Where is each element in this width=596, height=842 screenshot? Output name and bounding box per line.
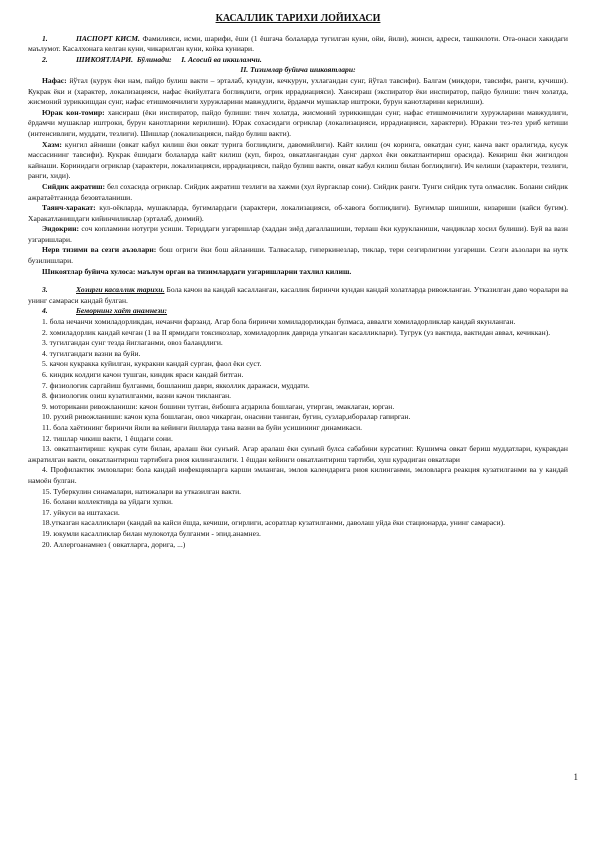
list-item: 1. бола нечанчи хомиладорликдан, нечанчи фарзанд. Агар бола биринчи хомиладорликдан булмаса, аввалги хомиладорликлар кандай якунланган. — [42, 317, 516, 327]
system-complaint — [28, 224, 568, 245]
system-label: Юрак кон-томир: — [42, 107, 105, 117]
system-text: бош огриги ёки бош айланиши. Талвасалар, гиперкинезлар, тиклар, тери сезгирлигини узгариши. Сезги аъзолари ва нутк бузилишлари. — [28, 245, 568, 266]
system-complaint — [28, 182, 568, 203]
system-text: кунгил айниши (овкат кабул килиш ёки овкат турига боглиқлиги, давомийлиги). Кайт килиш (оч коринга, овкатдан сунг, канча вакт оралигида, кусук массасининг тавсифи). Кукрак ёшидаги болаларда кайт килиш (куп, бирoз, овкатлангандан сунг дархол ёки овкатлантириш орасида). Кекириш ёки жигилдон кайнаши. Коринидаги огриклар (характери, локализацияси, иррадиацияси, пайдо булиш вакти, овкат кабул килиш билан боглиқлиги). Ич келиши (характери, тезлиги, ранги, хиди). — [28, 139, 568, 181]
system-label: Сийдик ажратиш: — [42, 181, 106, 191]
list-item: 4. Профилактик эмловлари: бола кандай инфекцияларга карши эмланган, эмлов календарига риоя килинганми, эмловларга реакция кузатилганми ва у кандай намоён булган. — [28, 465, 568, 485]
passport-text: Фамилияси, исми, шарифи, ёши (1 ёшгача болаларда тугилган куни, ойи, йили), жинси, адреси, ташкилоти. Ота-онаси хакидаги маълумот. Касалхонага келган куни, чикарилган куни, койка куниари. — [28, 33, 568, 54]
passport-heading: ПАСПОРТ КИСМ. — [76, 33, 140, 43]
system-text: соч копламини нотугри усиши. Териддаги узгаришлар (хаддан зиёд дагаллашиши, терлаш ёки курукланиши, чандиклар хосил булиши). Буй ва вазн узгаришлари. — [28, 224, 568, 244]
complaints-part1: I. Асосий ва иккиламчи. — [181, 54, 262, 64]
list-item: 18.утказган касалликлари (кандай ва кайси ёшда, кечиши, огирлиги, асоратлар кузатилганми, даволаш уйда ёки стационарда, унинг самараси). — [42, 518, 505, 528]
list-item: 20. Аллергоанамнез ( овкатларга, дорига, ...) — [42, 539, 186, 549]
complaints-part2: II. Тизимлар буйича шикоятлари: — [240, 65, 356, 75]
list-item: 3. тугилгандан сунг тезда йиглаганми, овоз баландлиги. — [42, 338, 223, 348]
systems-list — [28, 76, 568, 267]
list-item: 15. Туберкулин синамалари, натижалари ва утказилган вакти. — [42, 486, 242, 496]
present-illness-heading: Хозирги касаллик тарихи. — [76, 285, 165, 295]
list-item: 9. моторикани ривожланиши: качон бошини тутган, ёнбошга агдарила бошлаган, утирган, эмаклаган, юрган. — [42, 401, 395, 411]
complaints-section-label: Бўлинади: — [136, 54, 172, 64]
list-item: 17. уйкуси ва иштахаси. — [42, 507, 120, 517]
section-number: 4. — [42, 306, 48, 316]
complaints-heading: ШИКОЯТЛАРИ. — [76, 54, 134, 64]
life-history-section — [28, 306, 568, 317]
complaints-part2-line — [28, 65, 568, 76]
life-history-items — [28, 317, 568, 550]
system-label: Нафас: — [42, 75, 67, 85]
section-number: 1. — [42, 33, 48, 43]
system-text: кул-оёкларда, мушакларда, бугимлардаги (характери, локализацияси, об-хавога боглиқлиги). Бугимлар шишиши, кизариши (кайси бугим). Харакатланишдаги кийинчиликлар (эрталаб, доимий). — [28, 203, 568, 223]
system-complaint — [28, 245, 568, 266]
system-text: хансираш (ёки инспиратор, пайдо булиши: тинч холатда, жисмоний зуриккишдан сунг, нафас етишмовчилиги хуружларини мавжудлиги, ёрдамчи мушаклар иштроки, бурун канотларини керилиши). Юрак сохасидаги огриклар (локализацияси, иррадиацияси, характери). Юракни тез-тез уриб кетиши (интенсивлиги, муддати, тезлиги). Шишлар (локализацияси, пайдо булиш вакти). — [28, 107, 568, 138]
life-history-heading: Беморнинг хаёт анамнези: — [76, 306, 168, 316]
list-item: 2. хомиладорлик кандай кечган (1 ва II ярмидаги токсикозлар, хомиладорлик даврида утказган касалликлари). Тугрук (уз вактида, вактидан аввал, кечиккан). — [42, 327, 551, 337]
system-label: Хазм: — [42, 139, 62, 149]
passport-section — [28, 34, 568, 55]
list-item: 11. бола хаётининг биринчи йили ва кейинги йилларда тана вазни ва буйи усишининг динамикаси. — [42, 422, 363, 432]
system-text: бел сохасида огриклар. Сийдик ажратиш тезлиги ва хажми (хул йургаклар сони). Сийдик ранги. Тунги сийдик тута олмаслик. Болани сийдик ажратаётганида безовталаниши. — [28, 181, 568, 202]
complaints-section — [28, 55, 568, 66]
list-item: 16. болани коллективда ва уйдаги хулки. — [42, 497, 173, 507]
section-number: 2. — [42, 54, 48, 64]
system-complaint — [28, 203, 568, 224]
list-item: 13. овкатлантириш: кукрак сути билан, аралаш ёки сунъий. Агар аралаш ёки сунъий булса сабабини курсатинг. Кушимча овкат бериш муддатлари, кукракдан ажратилган вакти, овкатлантириш тартибига риоя килинганлиги. 1 ёшдан кейинги овкатлантириш тартиби, хуш курадиган овкатлари — [28, 444, 568, 464]
list-item: 19. юкумли касалликлар билан мулокотда булганми - эпид.анамнез. — [42, 528, 261, 538]
list-item: 7. физиологик саргайиш булганми, бошланиш даври, якколлик даражаси, муддати. — [42, 380, 310, 390]
system-label: Нерв тизими ва сезги аъзолари: — [42, 245, 157, 255]
document-page — [28, 14, 568, 550]
document-title: КАСАЛЛИК ТАРИХИ ЛОЙИХАСИ — [215, 13, 381, 24]
system-complaint — [28, 140, 568, 182]
system-label: Таянч-харакат: — [42, 203, 96, 213]
complaints-conclusion: Шикоятлар буйича хулоса: маълум орган ва тизимлардаги узгаришларни тахлил килиш. — [42, 266, 352, 276]
present-illness-section — [28, 285, 568, 306]
list-item: 6. киндик колдиги качон тушган, киндик яраси кандай битган. — [42, 370, 244, 379]
system-complaint — [28, 76, 568, 108]
list-item: 8. физиологик озиш кузатилганми, вазни качон тикланган. — [42, 391, 232, 401]
present-illness-text: Бола качон ва кандай касалланган, касаллик биринчи кундан кандай холатларда ривожланган. Утказилган даво чоралари ва унинг самараси кандай булган. — [28, 285, 568, 305]
system-label: Эндокрин: — [42, 224, 80, 234]
section-number: 3. — [42, 285, 48, 295]
system-text: йўтал (курук ёки нам, пайдо булиш вакти – эрталаб, кундузи, кечкурун, ухлагандан сунг, йўтал тавсифи). Балгам (микдори, тавсифи, ранги, кучиши). Кукрак ёки и (характер, локализацияси, нафас ёкийултага боглиқлиги, огрик иррадиацияси). Хансираш (экспиратор ёки инспиратор, пайдо булиши: тинч холатда, жисмоний зуриккишдан сунг, нафас етишмовчилиги хуружларини мавжудлиги, ёрдамчи мушаклар иштроки, бурун канотларини керилиши). — [28, 75, 568, 107]
list-item: 4. тугилгандаги вазни ва буйи. — [42, 348, 141, 358]
system-complaint — [28, 108, 568, 140]
list-item: 12. тишлар чикиш вакти, 1 ёшдаги сони. — [42, 433, 173, 443]
list-item: 10. рухий ривожланиши: качон кула бошлаган, овоз чикарган, онасини таниган, бугин, сузлар,иборалар гапирган. — [42, 412, 411, 422]
page-number: 1 — [573, 772, 578, 782]
list-item: 5. качон кукракка куйилган, кукракни кандай сурган, фаол ёки суст. — [42, 359, 262, 369]
